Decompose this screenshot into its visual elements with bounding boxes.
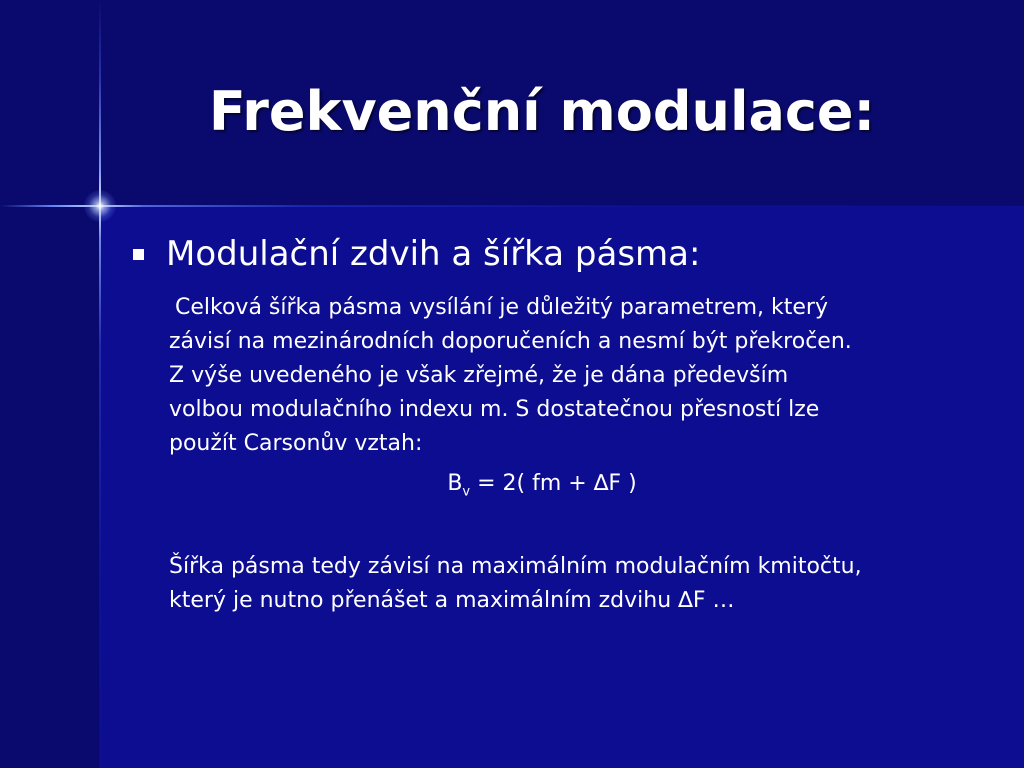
paragraph-bandwidth — [169, 550, 969, 618]
paragraph-line: Z výše uvedeného je však zřejmé, že je dána především — [169, 363, 789, 388]
left-band — [0, 0, 100, 768]
paragraph-line: závisí na mezinárodních doporučeních a nesmí být překročen. — [169, 329, 852, 354]
paragraph-line: Šířka pásma tedy závisí na maximálním modulačním kmitočtu, — [169, 554, 862, 579]
horizontal-glow-line — [0, 205, 1024, 207]
formula-base: B — [447, 471, 463, 496]
paragraph-line: který je nutno přenášet a maximálním zdvihu ∆F … — [169, 588, 735, 613]
bullet-square-icon — [133, 249, 144, 260]
paragraph-line: použít Carsonův vztah: — [169, 431, 423, 456]
paragraph-carson — [169, 291, 969, 461]
formula-rest: = 2( fm + ∆F ) — [470, 471, 637, 496]
star-flare-icon — [84, 190, 116, 222]
bullet-item — [133, 234, 700, 274]
formula-subscript: v — [462, 484, 471, 500]
carson-formula — [100, 467, 984, 509]
paragraph-line: volbou modulačního indexu m. S dostatečnou přesností lze — [169, 397, 820, 422]
bullet-text: Modulační zdvih a šířka pásma: — [166, 234, 701, 274]
slide-title: Frekvenční modulace: — [208, 80, 876, 143]
paragraph-line: Celková šířka pásma vysílání je důležitý parametrem, který — [175, 295, 828, 320]
